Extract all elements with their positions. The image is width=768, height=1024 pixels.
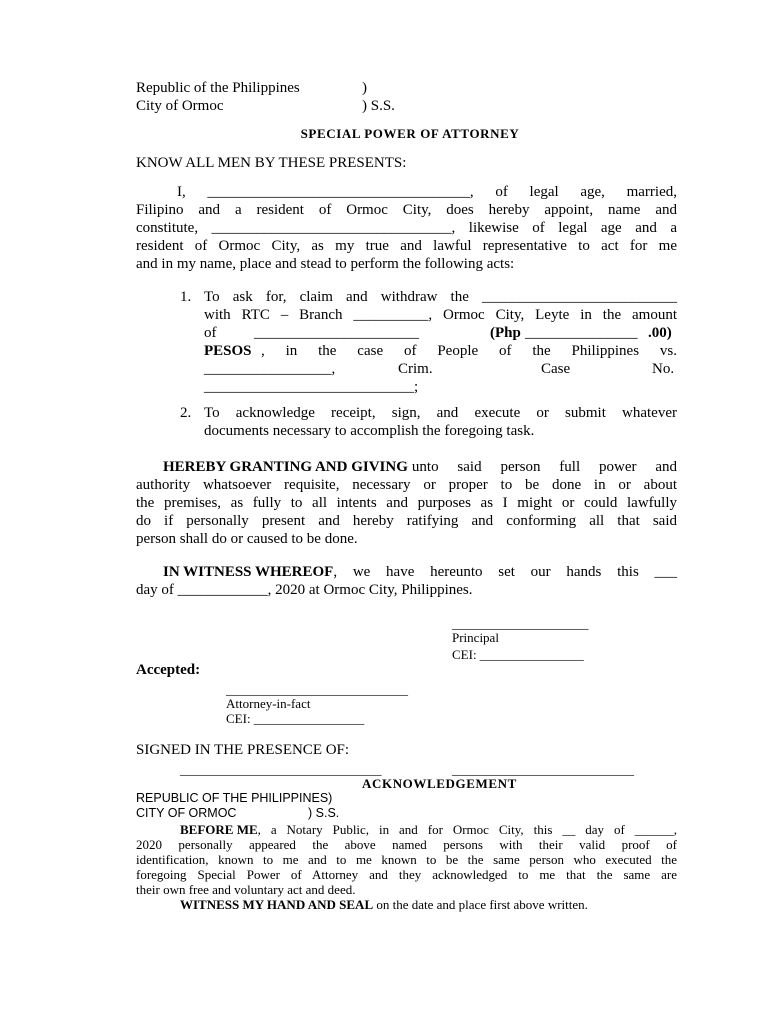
- witness-line-1: [163, 563, 677, 581]
- acknowledgement-title: ACKNOWLEDGEMENT: [362, 776, 517, 791]
- witness-signature-line-2: ____________________________: [452, 762, 634, 777]
- item-2-line-2: documents necessary to accomplish the foregoing task.: [204, 423, 535, 439]
- witness-signature-line-1: _______________________________: [180, 762, 382, 777]
- item-1-case-number-blank: ____________________________;: [204, 379, 419, 395]
- signed-presence-heading: SIGNED IN THE PRESENCE OF:: [136, 742, 350, 758]
- item-1-crim: Crim.: [398, 361, 433, 377]
- item-2-number: 2.: [180, 405, 192, 421]
- item-1-php: (Php: [490, 325, 521, 341]
- ack-republic: REPUBLIC OF THE PHILIPPINES): [136, 791, 333, 805]
- ack-witness-rest: on the date and place first above written.: [373, 897, 588, 912]
- know-all-heading: KNOW ALL MEN BY THESE PRESENTS:: [136, 155, 407, 171]
- item-1-case: Case: [541, 361, 571, 377]
- witness-bold: IN WITNESS WHEREOF: [163, 564, 334, 580]
- ack-before-bold: BEFORE ME: [180, 822, 258, 837]
- intro-line-3: constitute, ________________________________, likewise of legal age and a: [136, 220, 677, 236]
- granting-line-2: authority whatsoever requisite, necessary or proper to be done in or about: [136, 477, 677, 493]
- attorney-label: Attorney-in-fact: [226, 696, 311, 711]
- item-1-pesos: PESOS: [204, 343, 252, 359]
- granting-line-5: person shall do or caused to be done.: [136, 531, 358, 547]
- header-city: City of Ormoc: [136, 98, 224, 114]
- ack-witness-bold: WITNESS MY HAND AND SEAL: [180, 897, 374, 912]
- witness-line-2: day of ____________, 2020 at Ormoc City, Philippines.: [136, 582, 473, 598]
- granting-line-3: the premises, as fully to all intents and purposes as I might or could lawfully: [136, 495, 677, 511]
- principal-signature-line: _____________________: [452, 616, 589, 631]
- principal-label: Principal: [452, 630, 499, 645]
- header-paren: ): [362, 80, 367, 96]
- intro-line-2: Filipino and a resident of Ormoc City, does hereby appoint, name and: [136, 202, 677, 218]
- granting-bold: HEREBY GRANTING AND GIVING: [163, 459, 408, 475]
- document-title: SPECIAL POWER OF ATTORNEY: [300, 126, 520, 141]
- ack-witness-line: [180, 897, 588, 912]
- item-1-php-end: .00): [648, 325, 672, 341]
- ack-line-5: their own free and voluntary act and deed.: [136, 882, 356, 897]
- accepted-label: Accepted:: [136, 662, 201, 678]
- attorney-cei: CEI: _________________: [226, 711, 365, 726]
- item-1-respondent-blank: _________________,: [204, 361, 336, 377]
- ack-city: CITY OF ORMOC: [136, 806, 237, 820]
- attorney-signature-line: ____________________________: [226, 682, 408, 697]
- item-1-of: of: [204, 325, 217, 341]
- granting-line-1: [163, 458, 677, 476]
- item-1-amount-blank: ______________________: [254, 325, 419, 341]
- item-1-case-text: , in the case of People of the Philippines vs.: [261, 343, 677, 359]
- item-1-php-blank: _______________: [525, 325, 638, 341]
- granting-rest: unto said person full power and: [411, 459, 677, 475]
- intro-line-5: and in my name, place and stead to perform the following acts:: [136, 256, 515, 272]
- ack-before-rest: , a Notary Public, in and for Ormoc City, this __ day of ______,: [257, 822, 677, 837]
- granting-line-4: do if personally present and hereby ratifying and conforming all that said: [136, 513, 677, 529]
- intro-line-4: resident of Ormoc City, as my true and lawful representative to act for me: [136, 238, 677, 254]
- item-1-line-2: with RTC – Branch __________, Ormoc City, Leyte in the amount: [204, 307, 677, 323]
- ack-ss: ) S.S.: [308, 806, 340, 820]
- principal-cei: CEI: ________________: [452, 647, 584, 662]
- ack-line-2: 2020 personally appeared the above named persons with their valid proof of: [136, 837, 677, 852]
- intro-line-1: I, ___________________________________, of legal age, married,: [177, 184, 677, 200]
- ack-line-3: identification, known to me and to me known to be the same person who executed the: [136, 852, 677, 867]
- item-1-no: No.: [652, 361, 675, 377]
- item-2-line-1: To acknowledge receipt, sign, and execute or submit whatever: [204, 405, 677, 421]
- header-republic: Republic of the Philippines: [136, 80, 300, 96]
- ack-line-4: foregoing Special Power of Attorney and they acknowledged to me that the same are: [136, 867, 677, 882]
- header-ss: ) S.S.: [362, 98, 395, 114]
- witness-rest: , we have hereunto set our hands this ___: [333, 564, 677, 580]
- item-1-line-1: To ask for, claim and withdraw the __________________________: [204, 289, 677, 305]
- item-1-number: 1.: [180, 289, 192, 305]
- ack-before-line: [180, 822, 677, 837]
